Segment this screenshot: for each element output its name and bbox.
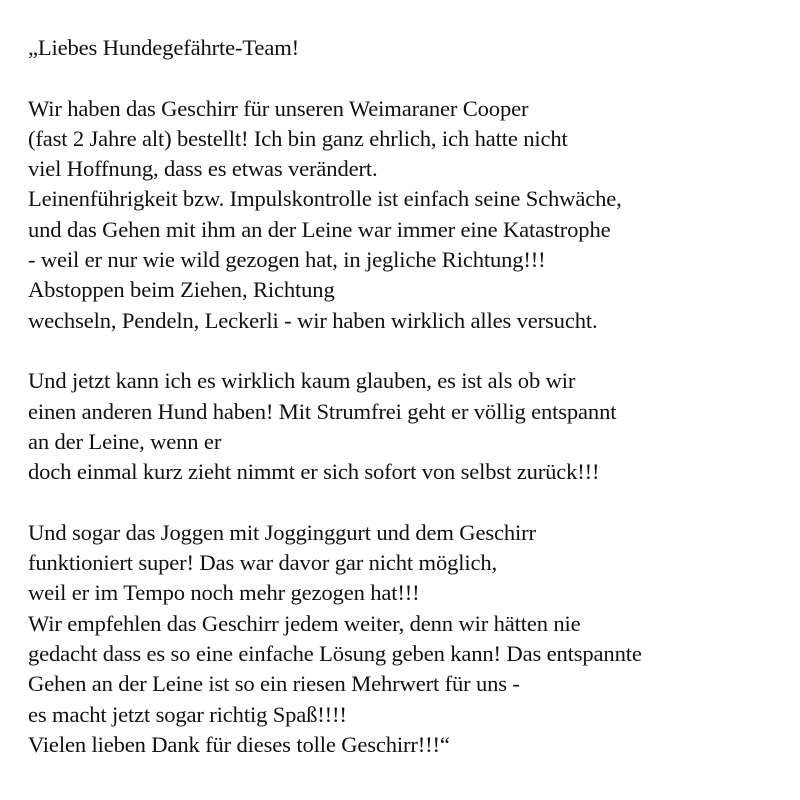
paragraph-1 [28,94,788,336]
paragraph-line: an der Leine, wenn er [28,428,222,454]
paragraph-line: funktioniert super! Das war davor gar nicht möglich, [28,550,498,576]
testimonial-letter [28,33,788,760]
paragraph-line: es macht jetzt sogar richtig Spaß!!!! [28,701,347,727]
paragraph-line: und das Gehen mit ihm an der Leine war immer eine Katastrophe [28,216,611,242]
paragraph-line: gedacht dass es so eine einfache Lösung geben kann! Das entspannte [28,640,642,666]
paragraph-line: viel Hoffnung, dass es etwas verändert. [28,156,378,182]
paragraph-line: - weil er nur wie wild gezogen hat, in jegliche Richtung!!! [28,247,546,273]
paragraph-line: weil er im Tempo noch mehr gezogen hat!!! [28,580,420,606]
paragraph-line: (fast 2 Jahre alt) bestellt! Ich bin ganz ehrlich, ich hatte nicht [28,125,568,151]
paragraph-line: Gehen an der Leine ist so ein riesen Mehrwert für uns - [28,671,520,697]
paragraph-spacer [28,487,788,517]
paragraph-line: Wir haben das Geschirr für unseren Weimaraner Cooper [28,95,529,121]
paragraph-line: Und jetzt kann ich es wirklich kaum glauben, es ist als ob wir [28,368,576,394]
paragraph-spacer [28,63,788,93]
paragraph-line: Wir empfehlen das Geschirr jedem weiter, denn wir hätten nie [28,610,581,636]
paragraph-line: doch einmal kurz zieht nimmt er sich sofort von selbst zurück!!! [28,459,600,485]
paragraph-line: Und sogar das Joggen mit Jogginggurt und dem Geschirr [28,519,536,545]
paragraph-3 [28,518,788,760]
paragraph-spacer [28,336,788,366]
paragraph-line: wechseln, Pendeln, Leckerli - wir haben wirklich alles versucht. [28,307,598,333]
letter-greeting: „Liebes Hundegefährte-Team! [28,35,299,60]
paragraph-line: Vielen lieben Dank für dieses tolle Geschirr!!!“ [28,731,450,757]
paragraph-line: einen anderen Hund haben! Mit Strumfrei geht er völlig entspannt [28,398,617,424]
paragraph-2 [28,366,788,487]
paragraph-line: Abstoppen beim Ziehen, Richtung [28,277,335,303]
paragraph-line: Leinenführigkeit bzw. Impulskontrolle ist einfach seine Schwäche, [28,186,622,212]
